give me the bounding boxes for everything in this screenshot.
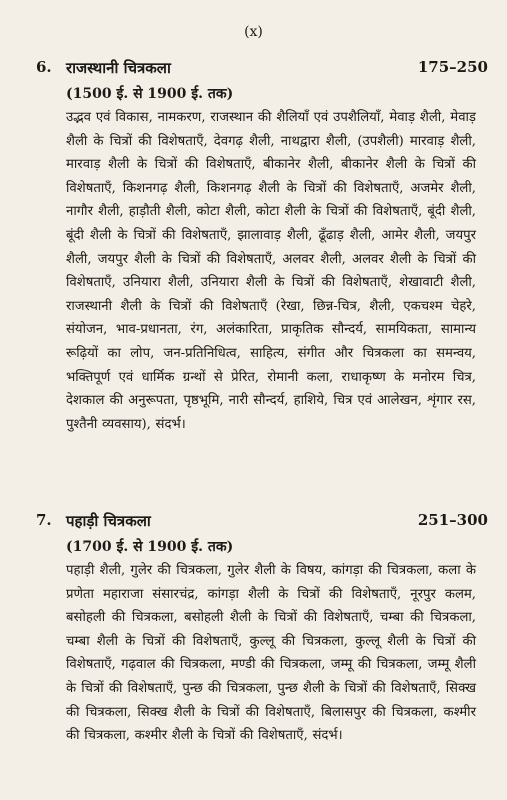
section-period: (1500 ई. से 1900 ई. तक) (66, 86, 234, 102)
toc-section-6 (36, 58, 488, 498)
section-contents: पहाड़ी शैली, गुलेर की चित्रकला, गुलेर शैली के विषय, कांगड़ा की चित्रकला, कला के प्रणेता महाराजा संसारचंद्र, कांगड़ा शैली के चित्रों की विशेषताएँ, नूरपुर कलम, बसोहली की चित्रकला, बसोहली शैली के चित्रों की विशेषताएँ, चम्बा की चित्रकला, चम्बा शैली के चित्रों की विशेषताएँ, कुल्लू की चित्रकला, कुल्लू शैली के चित्रों की विशेषताएँ, गढ़वाल की चित्रकला, मण्डी की चित्रकला, जम्मू की चित्रकला, जम्मू शैली के चित्रों की विशेषताएँ, पुन्छ की चित्रकला, पुन्छ शैली के चित्रों की विशेषताएँ, सिक्ख की चित्रकला, सिक्ख शैली के चित्रों की विशेषताएँ, बिलासपुर की चित्रकला, कश्मीर की चित्रकला, कश्मीर शैली के चित्रों की विशेषताएँ, संदर्भ। (66, 563, 476, 744)
section-page-range: 175–250 (417, 58, 488, 76)
section-page-range: 251–300 (417, 511, 488, 529)
section-title: राजस्थानी चित्रकला (66, 59, 171, 77)
toc-section-7 (36, 511, 488, 791)
section-period: (1700 ई. से 1900 ई. तक) (66, 539, 234, 555)
section-title: पहाड़ी चित्रकला (66, 512, 151, 530)
section-number: 6. (36, 58, 52, 76)
page-number: (x) (244, 24, 263, 40)
section-number: 7. (36, 511, 52, 529)
section-contents: उद्भव एवं विकास, नामकरण, राजस्थान की शैलियाँ एवं उपशैलियाँ, मेवाड़ शैली, मेवाड़ शैली के चित्रों की विशेषताएँ, देवगढ़ शैली, नाथद्वारा शैली, (उपशैली) मारवाड़ शैली, मारवाड़ शैली के चित्रों की विशेषताएँ, बीकानेर शैली, बीकानेर शैली के चित्रों की विशेषताएँ, किशनगढ़ शैली, किशनगढ़ शैली के चित्रों की विशेषताएँ, अजमेर शैली, नागौर शैली, हाड़ौती शैली, कोटा शैली, कोटा शैली के चित्रों की विशेषताएँ, बूंदी शैली, बूंदी शैली के चित्रों की विशेषताएँ, झालावाड़ शैली, ढूँढाड़ शैली, आमेर शैली, जयपुर शैली, जयपुर शैली के चित्रों की विशेषताएँ, अलवर शैली, अलवर शैली के चित्रों की विशेषताएँ, उनियारा शैली, उनियारा शैली के चित्रों की विशेषताएँ, शेखावाटी शैली, राजस्थानी शैली के चित्रों की विशेषताएँ (रेखा, छिन्न-चित्र, शैली, एकचश्म चेहरे, संयोजन, भाव-प्रधानता, रंग, अलंकारिता, प्राकृतिक सौन्दर्य, सामयिकता, सामान्य रूढ़ियों का लोप, जन-प्रतिनिधित्व, साहित्य, संगीत और चित्रकला का समन्वय, भक्तिपूर्ण एवं धार्मिक ग्रन्थों से प्रेरित, रोमानी कला, राधाकृष्ण के मनोरम चित्र, देशकाल की अनुरूपता, पृष्ठभूमि, नारी सौन्दर्य, हाशिये, चित्र एवं आलेखन, शृंगार रस, पुश्तैनी व्यवसाय), संदर्भ। (66, 110, 476, 432)
